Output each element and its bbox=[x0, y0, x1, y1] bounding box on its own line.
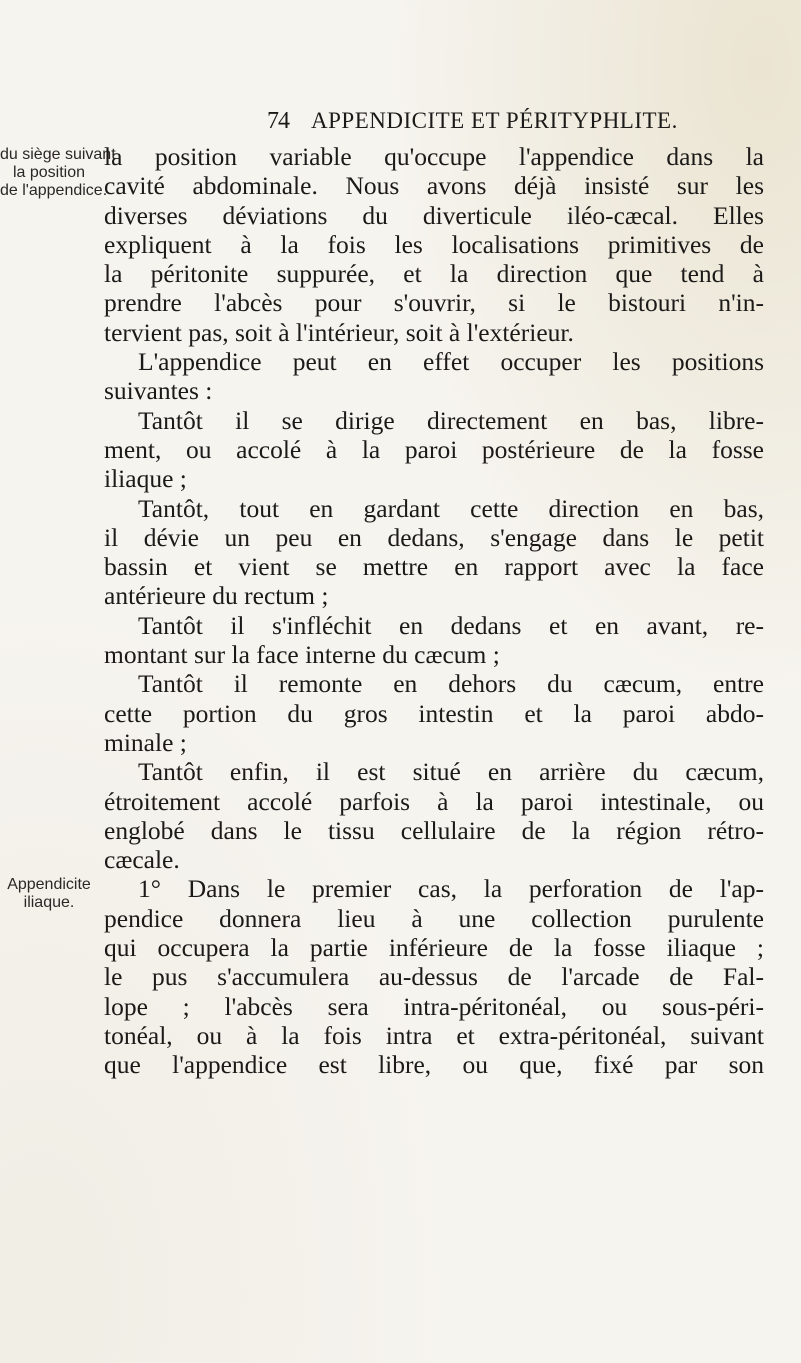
text-line: que l'appendice est libre, ou que, fixé par son bbox=[104, 1050, 764, 1080]
text-line: Tantôt il se dirige directement en bas, libre- bbox=[138, 405, 764, 435]
body-text bbox=[104, 142, 764, 1080]
text-line: montant sur la face interne du cæcum ; bbox=[104, 640, 500, 670]
text-line: diverses déviations du diverticule iléo-cæcal. Elles bbox=[104, 200, 764, 230]
text-line: expliquent à la fois les localisations primitives de bbox=[104, 229, 764, 259]
text-line: Tantôt il remonte en dehors du cæcum, entre bbox=[138, 669, 764, 699]
text-line: le pus s'accumulera au-dessus de l'arcade de Fal- bbox=[104, 962, 764, 992]
text-line: cavité abdominale. Nous avons déjà insisté sur les bbox=[104, 171, 764, 201]
text-line: englobé dans le tissu cellulaire de la région rétro- bbox=[104, 815, 764, 845]
page-number: 74 bbox=[267, 108, 289, 134]
text-line: Tantôt, tout en gardant cette direction en bas, bbox=[138, 493, 764, 523]
text-line: cette portion du gros intestin et la paroi abdo- bbox=[104, 698, 764, 728]
text-line: suivantes : bbox=[104, 376, 213, 406]
margin-note-line: du siège suivant bbox=[0, 146, 116, 163]
margin-note-line: Appendicite bbox=[7, 876, 91, 893]
text-line: la position variable qu'occupe l'appendice dans la bbox=[104, 142, 764, 171]
margin-note-appendicite-iliaque bbox=[0, 876, 98, 912]
text-line: lope ; l'abcès sera intra-péritonéal, ou sous-péri- bbox=[104, 991, 764, 1021]
text-line: tonéal, ou à la fois intra et extra-péritonéal, suivant bbox=[104, 1020, 764, 1050]
text-line: tervient pas, soit à l'intérieur, soit à l'extérieur. bbox=[104, 317, 574, 347]
text-line: ment, ou accolé à la paroi postérieure de la fosse bbox=[104, 434, 764, 464]
text-line: iliaque ; bbox=[104, 464, 187, 494]
text-line: Tantôt il s'infléchit en dedans et en avant, re- bbox=[138, 610, 764, 640]
running-title: APPENDICITE ET PÉRITYPHLITE. bbox=[311, 108, 678, 133]
text-line: bassin et vient se mettre en rapport avec la face bbox=[104, 552, 764, 582]
margin-note-line: la position bbox=[12, 164, 86, 181]
text-line: minale ; bbox=[104, 727, 187, 757]
margin-note-line: iliaque. bbox=[23, 894, 75, 911]
text-line: prendre l'abcès pour s'ouvrir, si le bistouri n'in- bbox=[104, 288, 764, 318]
text-line: il dévie un peu en dedans, s'engage dans le petit bbox=[104, 522, 764, 552]
text-line: antérieure du rectum ; bbox=[104, 581, 329, 611]
text-line: L'appendice peut en effet occuper les positions bbox=[138, 347, 764, 377]
text-line: qui occupera la partie inférieure de la fosse iliaque ; bbox=[104, 933, 764, 963]
margin-note-line: de l'appendice. bbox=[0, 182, 108, 199]
text-line: pendice donnera lieu à une collection purulente bbox=[104, 903, 764, 933]
text-line: cæcale. bbox=[104, 845, 180, 875]
text-line: étroitement accolé parfois à la paroi intestinale, ou bbox=[104, 786, 764, 816]
text-line: la péritonite suppurée, et la direction que tend à bbox=[104, 259, 764, 289]
text-line: 1° Dans le premier cas, la perforation de l'ap- bbox=[138, 874, 764, 904]
margin-note-position bbox=[0, 146, 116, 200]
text-line: Tantôt enfin, il est situé en arrière du cæcum, bbox=[138, 757, 764, 787]
